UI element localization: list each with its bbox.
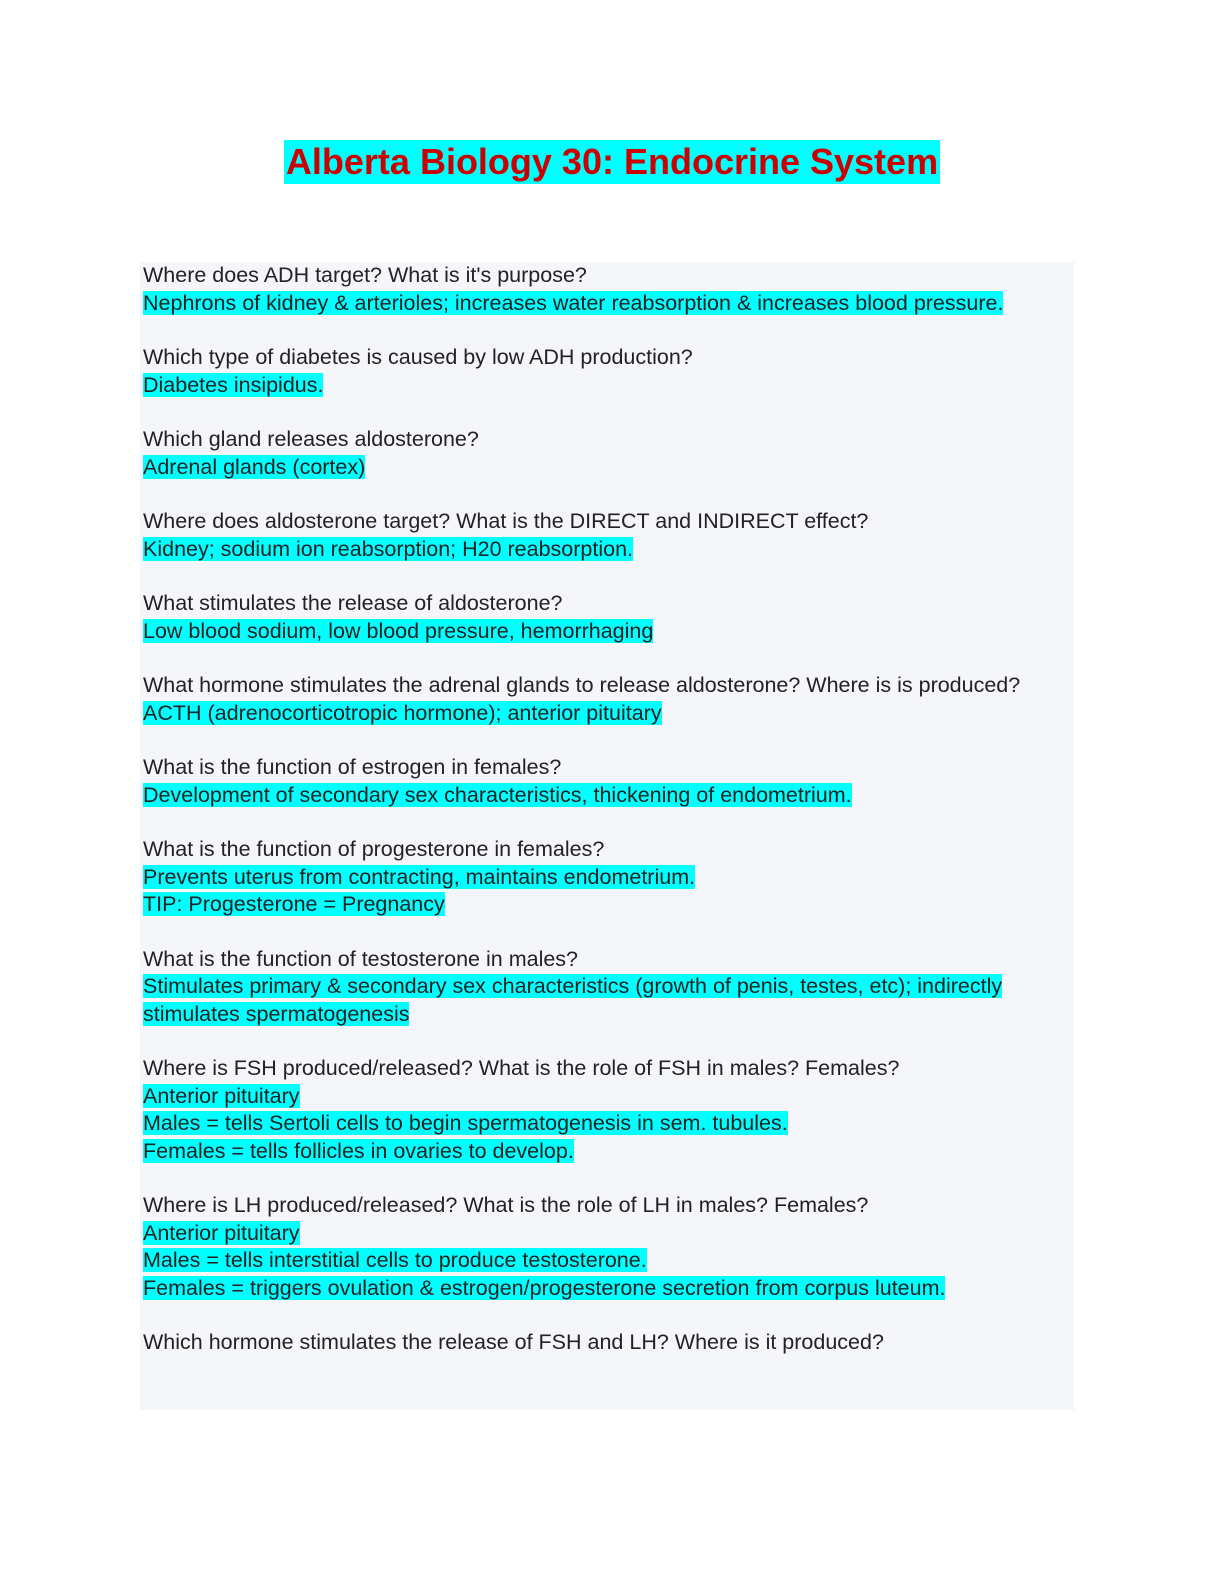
answer-highlight: Females = tells follicles in ovaries to develop. (143, 1138, 574, 1163)
question-text: Which hormone stimulates the release of FSH and LH? Where is it produced? (143, 1330, 884, 1354)
qa-list (140, 262, 1074, 1357)
question-text: Where is LH produced/released? What is the role of LH in males? Females? (143, 1193, 869, 1217)
answer-line (143, 782, 1074, 810)
answer-line (143, 536, 1074, 564)
answer-line (143, 864, 1074, 892)
question-text: What is the function of estrogen in females? (143, 755, 562, 779)
answer-highlight: Stimulates primary & secondary sex characteristics (growth of penis, testes, etc); indirectly stimulates spermatogenesis (143, 974, 1003, 1026)
question-text: Where does aldosterone target? What is the DIRECT and INDIRECT effect? (143, 509, 869, 533)
answer-line (143, 1220, 1074, 1248)
answer-highlight: Adrenal glands (cortex) (143, 454, 366, 479)
answer-highlight: TIP: Progesterone = Pregnancy (143, 892, 445, 916)
answer-line (143, 290, 1074, 318)
qa-item (143, 508, 1074, 563)
question-text: What is the function of progesterone in females? (143, 837, 605, 861)
qa-item (143, 754, 1074, 809)
qa-item (143, 426, 1074, 481)
answer-line (143, 973, 1074, 1028)
answer-highlight: Nephrons of kidney & arterioles; increases water reabsorption & increases blood pressure. (143, 290, 1004, 315)
answer-line (143, 700, 1074, 728)
qa-item (143, 590, 1074, 645)
qa-item (143, 946, 1074, 1029)
document-body (140, 262, 1074, 1410)
answer-highlight: Males = tells interstitial cells to produce testosterone. (143, 1248, 647, 1272)
qa-item (143, 672, 1074, 727)
question-text: What is the function of testosterone in males? (143, 946, 579, 971)
page-title: Alberta Biology 30: Endocrine System (285, 141, 939, 182)
answer-line (143, 1138, 1074, 1166)
answer-line (143, 891, 1074, 919)
answer-highlight: Low blood sodium, low blood pressure, hemorrhaging (143, 618, 654, 643)
answer-line (143, 1275, 1074, 1303)
answer-line (143, 1083, 1074, 1111)
answer-line (143, 454, 1074, 482)
answer-highlight: Males = tells Sertoli cells to begin spermatogenesis in sem. tubules. (143, 1111, 788, 1135)
answer-line (143, 618, 1074, 646)
answer-highlight: Diabetes insipidus. (143, 372, 324, 397)
question-text: Where does ADH target? What is it's purpose? (143, 263, 587, 287)
answer-highlight: Kidney; sodium ion reabsorption; H20 reabsorption. (143, 536, 634, 561)
answer-line (143, 372, 1074, 400)
qa-item (143, 1329, 1074, 1357)
answer-highlight: Development of secondary sex characteristics, thickening of endometrium. (143, 782, 852, 807)
question-text: What hormone stimulates the adrenal glands to release aldosterone? Where is is produced? (143, 673, 1021, 697)
qa-item (143, 262, 1074, 317)
answer-line (143, 1247, 1074, 1275)
answer-highlight: Prevents uterus from contracting, maintains endometrium. (143, 864, 696, 889)
answer-highlight: Anterior pituitary (143, 1220, 300, 1245)
answer-highlight: ACTH (adrenocorticotropic hormone); anterior pituitary (143, 700, 662, 725)
qa-item (143, 1192, 1074, 1302)
question-text: What stimulates the release of aldosterone? (143, 591, 563, 615)
qa-item (143, 836, 1074, 919)
answer-highlight: Females = triggers ovulation & estrogen/progesterone secretion from corpus luteum. (143, 1275, 946, 1300)
qa-item (143, 344, 1074, 399)
question-text: Which gland releases aldosterone? (143, 427, 479, 451)
answer-highlight: Anterior pituitary (143, 1083, 300, 1108)
question-text: Which type of diabetes is caused by low ADH production? (143, 345, 693, 369)
question-text: Where is FSH produced/released? What is the role of FSH in males? Females? (143, 1056, 900, 1080)
title-container (0, 140, 1224, 184)
qa-item (143, 1055, 1074, 1165)
answer-line (143, 1110, 1074, 1138)
